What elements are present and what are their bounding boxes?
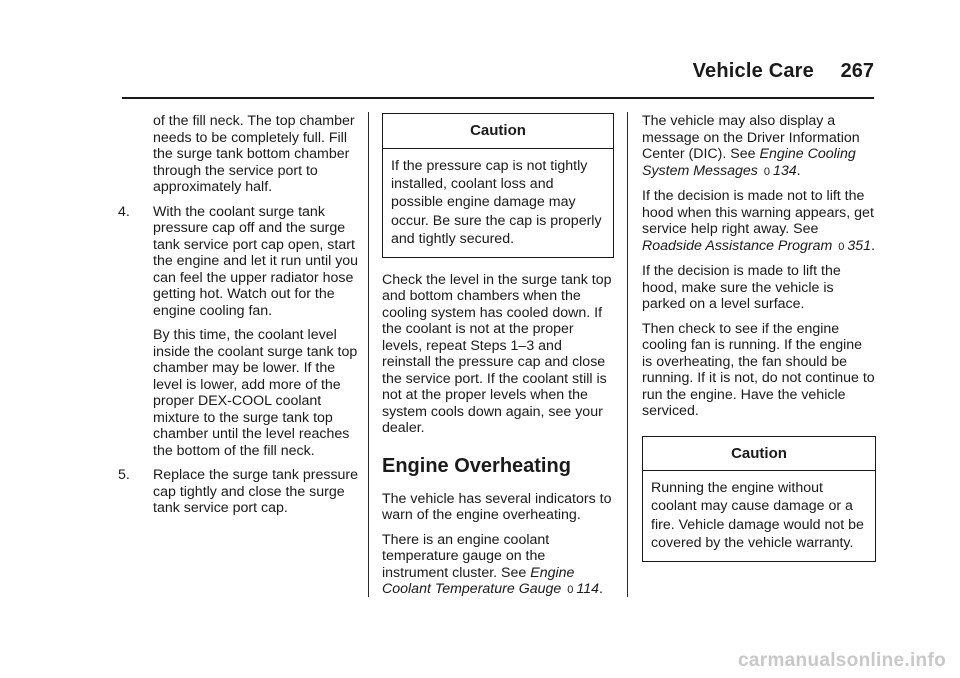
page-ref-number[interactable]: 351 <box>847 237 872 254</box>
sentence-end: . <box>796 162 801 179</box>
caution-box <box>642 436 876 562</box>
step-number: 5. <box>118 467 130 483</box>
lift-hood-paragraph: If the decision is made to lift the hood, make sure the vehicle is parked on a level surface. <box>642 263 841 312</box>
caution-box <box>382 113 614 258</box>
step-number: 4. <box>118 203 130 220</box>
paragraph-text: There is an engine coolant temperature gauge on the instrument cluster. See <box>382 531 550 581</box>
column-divider-left <box>368 112 369 597</box>
step-5 <box>118 467 362 517</box>
caution-body: If the pressure cap is not tightly installed, coolant loss and possible engine damage may occur. Be sure the cap is properly and tightly secured. <box>391 157 602 248</box>
page-ref-number[interactable]: 134 <box>772 162 797 179</box>
step-text: Replace the surge tank pressure cap tightly and close the surge tank service port cap. <box>153 467 359 516</box>
caution-body: Running the engine without coolant may cause damage or a fire. Vehicle damage would not be covered by the vehicle warranty. <box>651 480 864 552</box>
page-number: 267 <box>840 60 874 82</box>
paragraph-text: If the decision is made not to lift the hood when this warning appears, get service help right away. See <box>642 188 874 237</box>
sentence-end: . <box>871 237 876 254</box>
column-3 <box>642 113 876 576</box>
overheating-intro: The vehicle has several indicators to warn of the engine overheating. <box>382 490 612 524</box>
column-divider-right <box>627 112 628 597</box>
no-lift-paragraph <box>642 188 876 255</box>
sentence-end: . <box>599 581 603 598</box>
cross-reference-link[interactable]: Engine Coolant Temperature Gauge <box>382 564 575 598</box>
step-text: With the coolant surge tank pressure cap off and the surge tank service port cap open, start the engine and let it run until you can feel the upper radiator hose getting hot. Watch out for the engine cooling fan. <box>153 203 359 319</box>
dic-paragraph <box>642 113 876 180</box>
cooling-fan-paragraph: Then check to see if the engine cooling fan is running. If the engine is overheating, the fan should be running. If it is not, do not continue to run the engine. Have the vehicle serviced. <box>642 320 875 419</box>
cross-reference-link[interactable]: Engine Cooling System Messages <box>642 146 856 179</box>
check-level-paragraph: Check the level in the surge tank top and bottom chambers when the cooling system has cooled down. If the coolant is not at the proper levels, repeat Steps 1–3 and reinstall the pressure cap and close the service port. If the coolant still is not at the proper levels when the system cools down again, see your dealer. <box>382 271 612 437</box>
step-4 <box>118 204 362 460</box>
watermark: carmanualsonline.info <box>738 650 946 671</box>
page-ref-arrow-icon: 0 <box>567 584 574 597</box>
gauge-paragraph <box>382 532 614 599</box>
page-ref-arrow-icon: 0 <box>763 165 770 178</box>
paragraph-text: The vehicle may also display a message on the Driver Information Center (DIC). See <box>642 113 860 162</box>
caution-title: Caution <box>643 437 875 472</box>
section-heading: Engine Overheating <box>382 454 571 477</box>
running-header-title: Vehicle Care <box>692 60 814 82</box>
page-ref-arrow-icon: 0 <box>838 240 845 253</box>
column-2 <box>382 113 614 607</box>
cross-reference-link[interactable]: Roadside Assistance Program <box>642 237 833 254</box>
step-extra-text: By this time, the coolant level inside the coolant surge tank top chamber may be lower. If the level is lower, add more of the proper DEX-COOL coolant mixture to the surge tank top chamber until the level reaches the bottom of the fill neck. <box>153 327 358 459</box>
page-ref-number[interactable]: 114 <box>576 581 599 598</box>
caution-title: Caution <box>383 114 613 149</box>
continued-paragraph: of the fill neck. The top chamber needs to be completely full. Fill the surge tank bottom chamber through the service port to approximately half. <box>153 113 355 195</box>
header-rule <box>122 97 874 99</box>
column-1 <box>118 113 362 525</box>
